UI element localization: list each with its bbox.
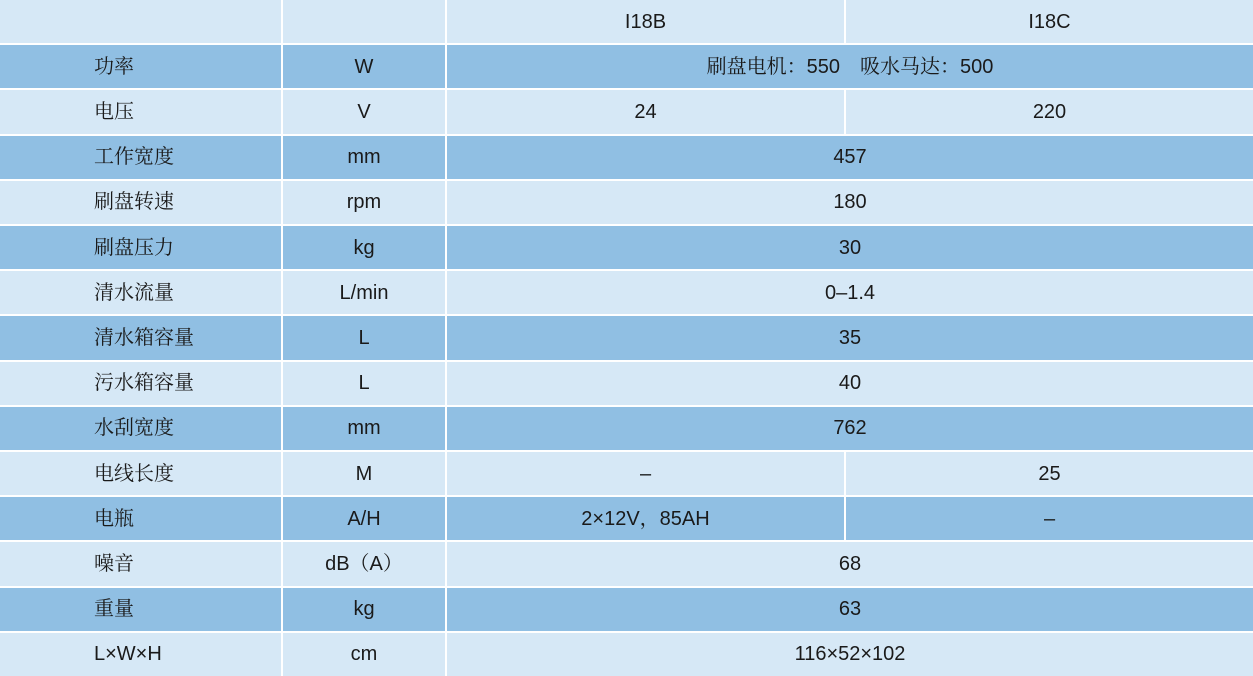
table-row <box>0 45 1253 88</box>
spec-value-merged: 63 <box>447 588 1253 631</box>
spec-value-merged: 30 <box>447 226 1253 269</box>
table-row <box>0 407 1253 450</box>
spec-label: 污水箱容量 <box>0 362 281 405</box>
spec-label: 电压 <box>0 90 281 133</box>
spec-unit: M <box>283 452 445 495</box>
spec-unit: V <box>283 90 445 133</box>
table-row <box>0 452 1253 495</box>
spec-value-i18b: 2×12V，85AH <box>447 497 844 540</box>
header-unit-cell <box>283 0 445 43</box>
spec-label: 工作宽度 <box>0 136 281 179</box>
spec-unit: L <box>283 316 445 359</box>
spec-unit: mm <box>283 136 445 179</box>
table-row <box>0 181 1253 224</box>
spec-label: 功率 <box>0 45 281 88</box>
spec-value-merged: 457 <box>447 136 1253 179</box>
spec-value-merged: 刷盘电机：550 吸水马达：500 <box>447 45 1253 88</box>
spec-unit: rpm <box>283 181 445 224</box>
spec-label: 噪音 <box>0 542 281 585</box>
spec-unit: mm <box>283 407 445 450</box>
spec-label: 电瓶 <box>0 497 281 540</box>
spec-value-merged: 116×52×102 <box>447 633 1253 676</box>
table-row <box>0 588 1253 631</box>
spec-value-merged: 35 <box>447 316 1253 359</box>
spec-label: 刷盘压力 <box>0 226 281 269</box>
spec-value-merged: 40 <box>447 362 1253 405</box>
table-row <box>0 316 1253 359</box>
spec-value-i18b: 24 <box>447 90 844 133</box>
spec-value-i18c: 25 <box>846 452 1253 495</box>
table-row <box>0 497 1253 540</box>
table-row <box>0 136 1253 179</box>
spec-value-merged: 68 <box>447 542 1253 585</box>
spec-value-merged: 762 <box>447 407 1253 450</box>
spec-label: 重量 <box>0 588 281 631</box>
spec-unit: dB（A） <box>283 542 445 585</box>
spec-label: 刷盘转速 <box>0 181 281 224</box>
spec-value-merged: 0–1.4 <box>447 271 1253 314</box>
spec-unit: W <box>283 45 445 88</box>
header-label-cell <box>0 0 281 43</box>
spec-label: 清水箱容量 <box>0 316 281 359</box>
spec-value-i18c: 220 <box>846 90 1253 133</box>
spec-unit: kg <box>283 226 445 269</box>
spec-unit: A/H <box>283 497 445 540</box>
spec-label: 清水流量 <box>0 271 281 314</box>
table-row <box>0 271 1253 314</box>
spec-label: 水刮宽度 <box>0 407 281 450</box>
spec-unit: kg <box>283 588 445 631</box>
header-row <box>0 0 1253 43</box>
spec-unit: L/min <box>283 271 445 314</box>
table-row <box>0 90 1253 133</box>
spec-label: L×W×H <box>0 633 281 676</box>
spec-value-merged: 180 <box>447 181 1253 224</box>
table-row <box>0 542 1253 585</box>
table-row <box>0 226 1253 269</box>
spec-value-i18b: – <box>447 452 844 495</box>
spec-label: 电线长度 <box>0 452 281 495</box>
spec-unit: cm <box>283 633 445 676</box>
spec-unit: L <box>283 362 445 405</box>
spec-value-i18c: – <box>846 497 1253 540</box>
header-model-i18c: I18C <box>846 0 1253 43</box>
table-row <box>0 633 1253 676</box>
table-row <box>0 362 1253 405</box>
header-model-i18b: I18B <box>447 0 844 43</box>
